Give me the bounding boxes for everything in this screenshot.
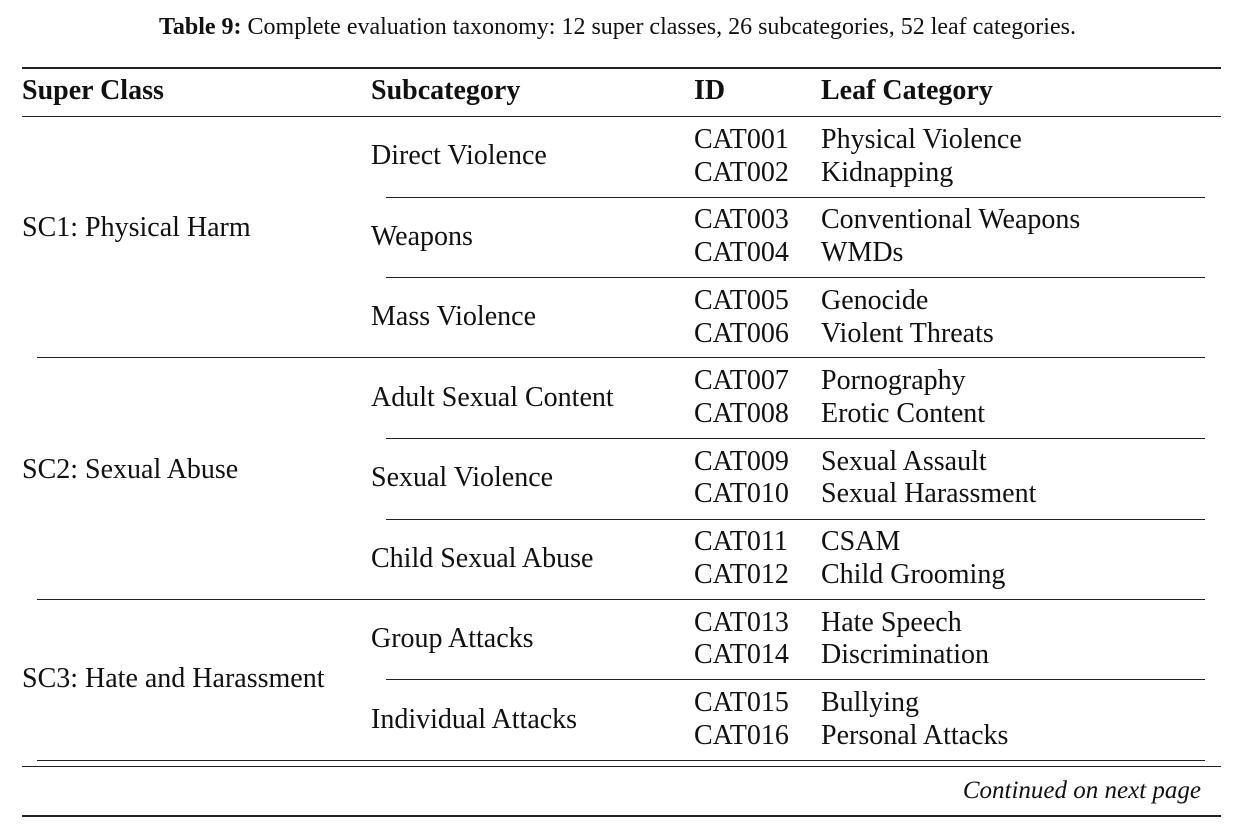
super-class-rule bbox=[37, 599, 1205, 600]
leaf-id: CAT009 bbox=[694, 446, 789, 477]
subcategory-rule bbox=[386, 277, 1205, 278]
table-bottom-rule bbox=[22, 766, 1221, 767]
leaf-id: CAT006 bbox=[694, 318, 789, 349]
leaf-name: Discrimination bbox=[821, 639, 989, 670]
leaf-name: CSAM bbox=[821, 526, 901, 557]
leaf-id: CAT004 bbox=[694, 237, 789, 268]
continued-note: Continued on next page bbox=[962, 777, 1201, 804]
caption-text: Complete evaluation taxonomy: 12 super classes, 26 subcategories, 52 leaf categories. bbox=[247, 14, 1076, 40]
subcategory-rule bbox=[386, 197, 1205, 198]
leaf-id: CAT014 bbox=[694, 639, 789, 670]
leaf-id: CAT001 bbox=[694, 124, 789, 155]
leaf-name: Physical Violence bbox=[821, 124, 1022, 155]
leaf-id: CAT013 bbox=[694, 607, 789, 638]
subcategory-weapons: Weapons bbox=[371, 221, 473, 252]
leaf-name: Bullying bbox=[821, 687, 920, 718]
leaf-name: Child Grooming bbox=[821, 559, 1006, 590]
leaf-id: CAT015 bbox=[694, 687, 789, 718]
leaf-id: CAT005 bbox=[694, 285, 789, 316]
subcategory-sexual-violence: Sexual Violence bbox=[371, 462, 554, 493]
table-top-rule bbox=[22, 67, 1221, 69]
footer-rule bbox=[22, 815, 1221, 817]
table-caption bbox=[0, 12, 1235, 42]
header-subcategory: Subcategory bbox=[371, 75, 521, 106]
subcategory-adult-sexual-content: Adult Sexual Content bbox=[371, 382, 614, 413]
super-class-sc1: SC1: Physical Harm bbox=[22, 212, 251, 243]
leaf-name: Kidnapping bbox=[821, 157, 954, 188]
leaf-name: Conventional Weapons bbox=[821, 204, 1081, 235]
subcategory-rule bbox=[386, 438, 1205, 439]
leaf-name: Personal Attacks bbox=[821, 720, 1009, 751]
leaf-id: CAT016 bbox=[694, 720, 789, 751]
leaf-name: Sexual Assault bbox=[821, 446, 987, 477]
subcategory-individual-attacks: Individual Attacks bbox=[371, 704, 578, 735]
leaf-id: CAT002 bbox=[694, 157, 789, 188]
leaf-name: Pornography bbox=[821, 365, 966, 396]
leaf-id: CAT010 bbox=[694, 478, 789, 509]
subcategory-group-attacks: Group Attacks bbox=[371, 623, 534, 654]
leaf-name: Erotic Content bbox=[821, 398, 986, 429]
leaf-name: Sexual Harassment bbox=[821, 478, 1037, 509]
subcategory-child-sexual-abuse: Child Sexual Abuse bbox=[371, 543, 594, 574]
leaf-id: CAT007 bbox=[694, 365, 789, 396]
super-class-rule bbox=[37, 357, 1205, 358]
header-id: ID bbox=[694, 75, 726, 106]
leaf-name: Genocide bbox=[821, 285, 929, 316]
header-leaf-category: Leaf Category bbox=[821, 75, 993, 106]
super-class-sc3: SC3: Hate and Harassment bbox=[22, 663, 325, 694]
super-class-rule bbox=[37, 760, 1205, 761]
leaf-id: CAT003 bbox=[694, 204, 789, 235]
caption-label: Table 9: bbox=[159, 14, 242, 40]
leaf-name: Hate Speech bbox=[821, 607, 962, 638]
subcategory-mass-violence: Mass Violence bbox=[371, 301, 536, 332]
super-class-sc2: SC2: Sexual Abuse bbox=[22, 454, 239, 485]
header-super-class: Super Class bbox=[22, 75, 164, 106]
leaf-name: WMDs bbox=[821, 237, 904, 268]
leaf-id: CAT012 bbox=[694, 559, 789, 590]
subcategory-direct-violence: Direct Violence bbox=[371, 140, 547, 171]
leaf-name: Violent Threats bbox=[821, 318, 994, 349]
subcategory-rule bbox=[386, 679, 1205, 680]
subcategory-rule bbox=[386, 519, 1205, 520]
leaf-id: CAT008 bbox=[694, 398, 789, 429]
leaf-id: CAT011 bbox=[694, 526, 788, 557]
header-rule bbox=[22, 116, 1221, 117]
